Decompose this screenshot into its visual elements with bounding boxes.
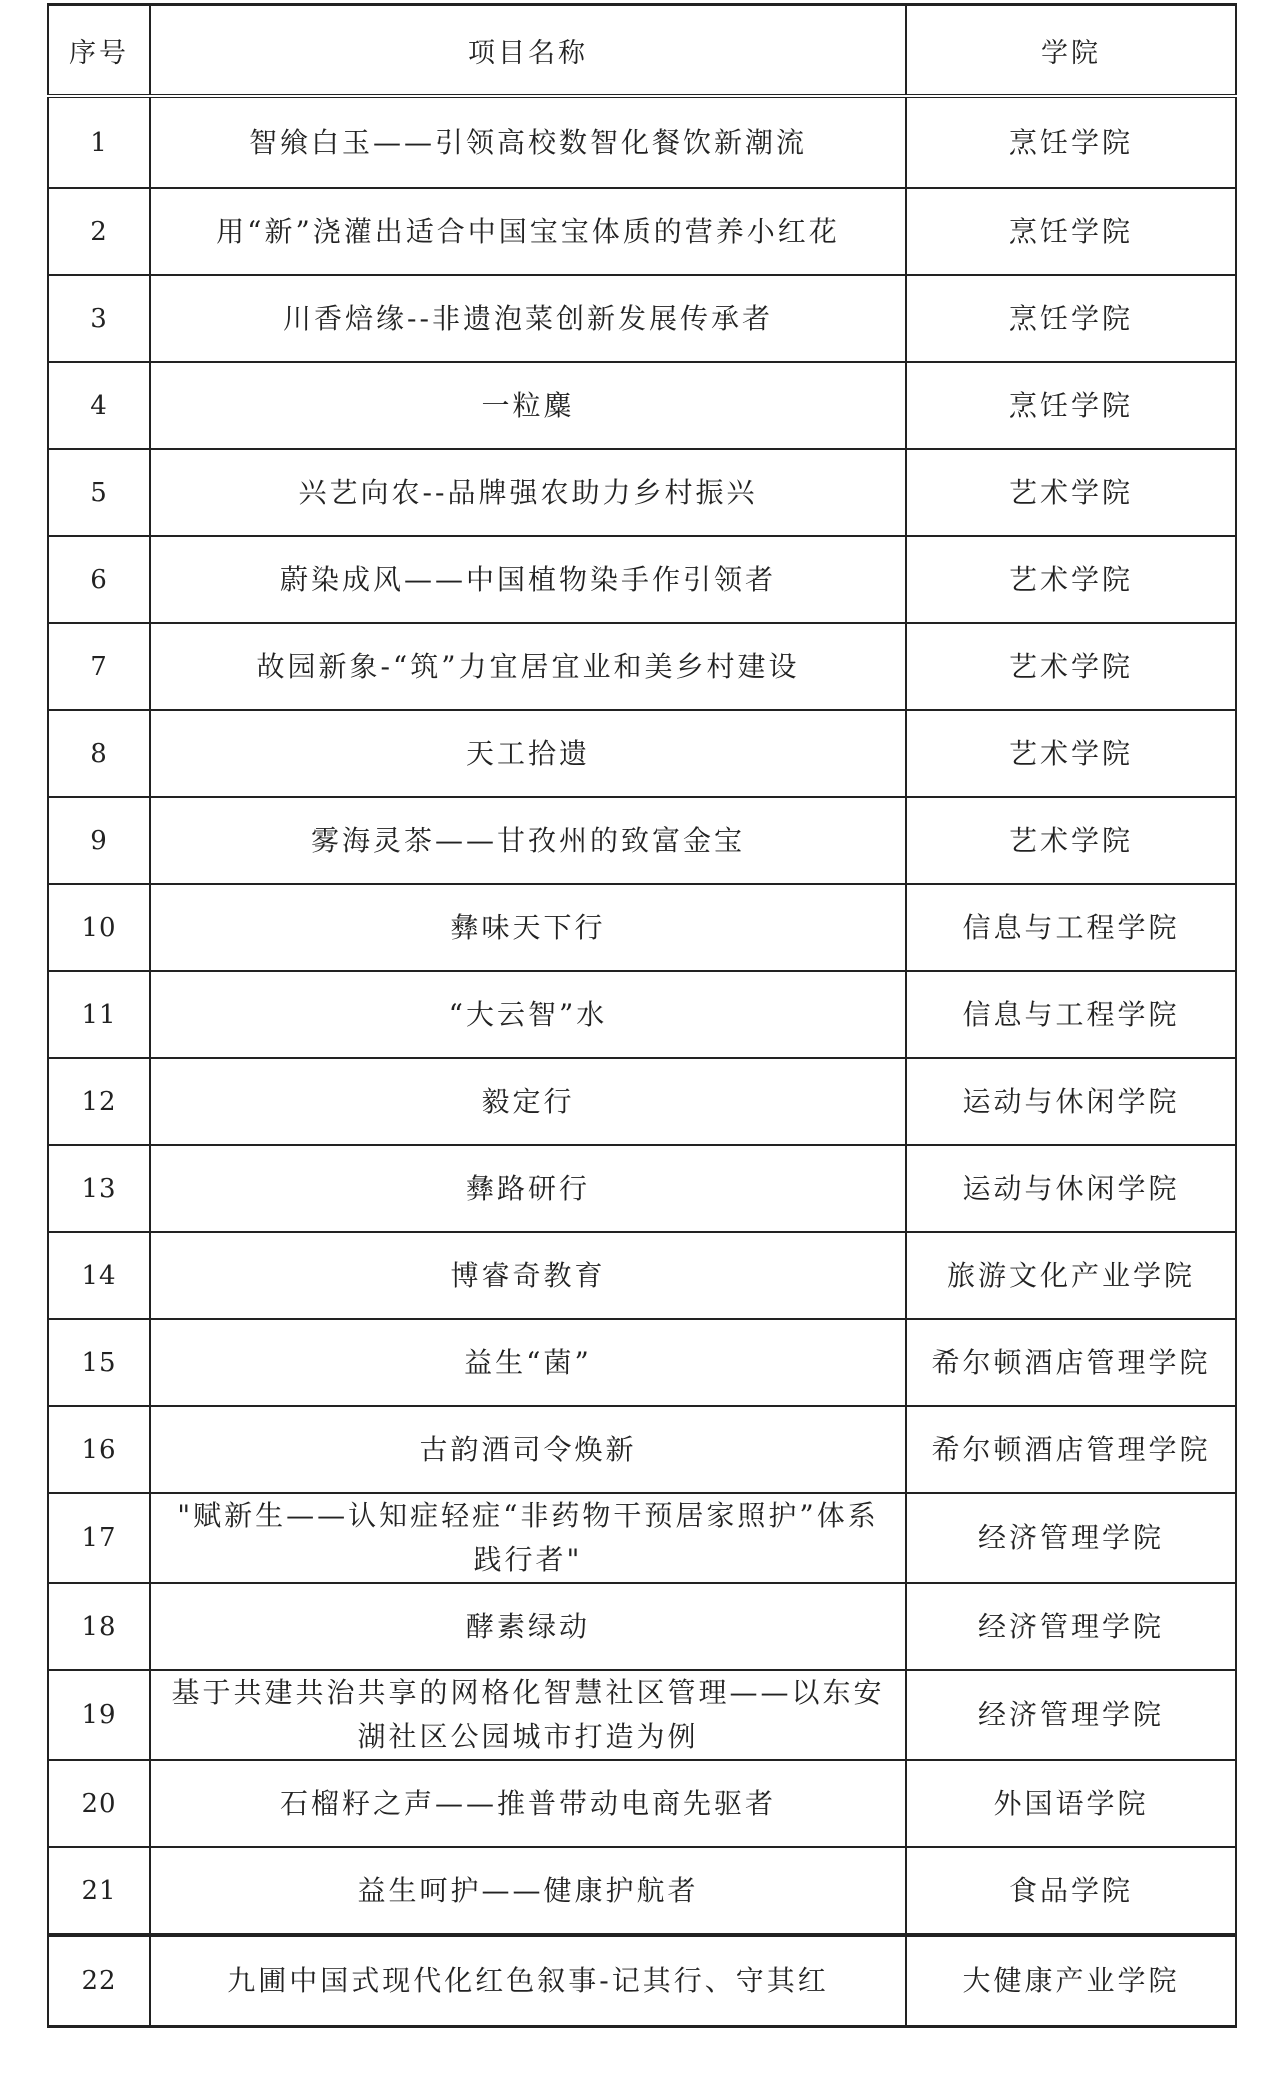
row-no: 13	[48, 1145, 150, 1232]
row-project-name: 益生“菌”	[150, 1319, 906, 1406]
row-no: 16	[48, 1406, 150, 1493]
table-row	[48, 96, 1236, 188]
row-project-name: 蔚染成风——中国植物染手作引领者	[150, 536, 906, 623]
table-row	[48, 275, 1236, 362]
table-row	[48, 623, 1236, 710]
row-no: 2	[48, 188, 150, 275]
header-college: 学院	[906, 5, 1236, 97]
row-college: 经济管理学院	[906, 1583, 1236, 1670]
row-college: 艺术学院	[906, 710, 1236, 797]
table-row	[48, 1760, 1236, 1847]
row-no: 1	[48, 96, 150, 188]
row-college: 希尔顿酒店管理学院	[906, 1406, 1236, 1493]
row-project-name: 智飨白玉——引领高校数智化餐饮新潮流	[150, 96, 906, 188]
row-project-name: "赋新生——认知症轻症“非药物干预居家照护”体系践行者"	[150, 1493, 906, 1583]
row-college: 运动与休闲学院	[906, 1058, 1236, 1145]
table-row	[48, 449, 1236, 536]
row-college: 艺术学院	[906, 449, 1236, 536]
table-row	[48, 536, 1236, 623]
row-project-name: 雾海灵茶——甘孜州的致富金宝	[150, 797, 906, 884]
table-row	[48, 1145, 1236, 1232]
row-no: 21	[48, 1847, 150, 1935]
row-project-name: 彝路研行	[150, 1145, 906, 1232]
row-project-name: 基于共建共治共享的网格化智慧社区管理——以东安湖社区公园城市打造为例	[150, 1670, 906, 1760]
row-project-name: “大云智”水	[150, 971, 906, 1058]
table-row	[48, 1935, 1236, 2027]
row-college: 希尔顿酒店管理学院	[906, 1319, 1236, 1406]
row-project-name: 博睿奇教育	[150, 1232, 906, 1319]
row-college: 艺术学院	[906, 797, 1236, 884]
table-row	[48, 1670, 1236, 1760]
table-row	[48, 797, 1236, 884]
row-no: 12	[48, 1058, 150, 1145]
table-header	[48, 5, 1236, 97]
row-project-name: 彝味天下行	[150, 884, 906, 971]
row-project-name: 川香焙缘--非遗泡菜创新发展传承者	[150, 275, 906, 362]
row-no: 17	[48, 1493, 150, 1583]
table-row	[48, 1319, 1236, 1406]
row-no: 4	[48, 362, 150, 449]
row-no: 22	[48, 1935, 150, 2027]
table-row	[48, 1232, 1236, 1319]
table-row	[48, 1406, 1236, 1493]
header-no: 序号	[48, 5, 150, 97]
row-no: 11	[48, 971, 150, 1058]
row-no: 10	[48, 884, 150, 971]
row-no: 19	[48, 1670, 150, 1760]
row-project-name: 益生呵护——健康护航者	[150, 1847, 906, 1935]
row-college: 信息与工程学院	[906, 884, 1236, 971]
row-project-name: 九圃中国式现代化红色叙事-记其行、守其红	[150, 1935, 906, 2027]
table-body	[48, 96, 1236, 2027]
header-name: 项目名称	[150, 5, 906, 97]
row-no: 20	[48, 1760, 150, 1847]
table-row	[48, 884, 1236, 971]
row-project-name: 古韵酒司令焕新	[150, 1406, 906, 1493]
row-college: 大健康产业学院	[906, 1935, 1236, 2027]
row-no: 9	[48, 797, 150, 884]
row-project-name: 石榴籽之声——推普带动电商先驱者	[150, 1760, 906, 1847]
row-no: 3	[48, 275, 150, 362]
row-no: 5	[48, 449, 150, 536]
row-project-name: 酵素绿动	[150, 1583, 906, 1670]
row-college: 艺术学院	[906, 536, 1236, 623]
row-project-name: 兴艺向农--品牌强农助力乡村振兴	[150, 449, 906, 536]
header-row	[48, 5, 1236, 97]
row-college: 运动与休闲学院	[906, 1145, 1236, 1232]
table-row	[48, 1058, 1236, 1145]
row-no: 15	[48, 1319, 150, 1406]
row-college: 外国语学院	[906, 1760, 1236, 1847]
table-row	[48, 1583, 1236, 1670]
row-college: 食品学院	[906, 1847, 1236, 1935]
table-row	[48, 188, 1236, 275]
row-college: 旅游文化产业学院	[906, 1232, 1236, 1319]
row-college: 烹饪学院	[906, 362, 1236, 449]
row-no: 6	[48, 536, 150, 623]
row-college: 烹饪学院	[906, 188, 1236, 275]
row-college: 烹饪学院	[906, 275, 1236, 362]
project-table	[47, 3, 1237, 2028]
project-list-document	[47, 3, 1235, 2028]
row-college: 烹饪学院	[906, 96, 1236, 188]
row-project-name: 用“新”浇灌出适合中国宝宝体质的营养小红花	[150, 188, 906, 275]
row-project-name: 故园新象-“筑”力宜居宜业和美乡村建设	[150, 623, 906, 710]
table-row	[48, 710, 1236, 797]
row-college: 经济管理学院	[906, 1493, 1236, 1583]
row-project-name: 毅定行	[150, 1058, 906, 1145]
table-row	[48, 971, 1236, 1058]
row-college: 经济管理学院	[906, 1670, 1236, 1760]
row-project-name: 一粒麋	[150, 362, 906, 449]
row-no: 8	[48, 710, 150, 797]
row-college: 信息与工程学院	[906, 971, 1236, 1058]
table-row	[48, 1493, 1236, 1583]
row-no: 18	[48, 1583, 150, 1670]
row-college: 艺术学院	[906, 623, 1236, 710]
row-no: 14	[48, 1232, 150, 1319]
row-project-name: 天工拾遗	[150, 710, 906, 797]
table-row	[48, 1847, 1236, 1935]
row-no: 7	[48, 623, 150, 710]
table-row	[48, 362, 1236, 449]
